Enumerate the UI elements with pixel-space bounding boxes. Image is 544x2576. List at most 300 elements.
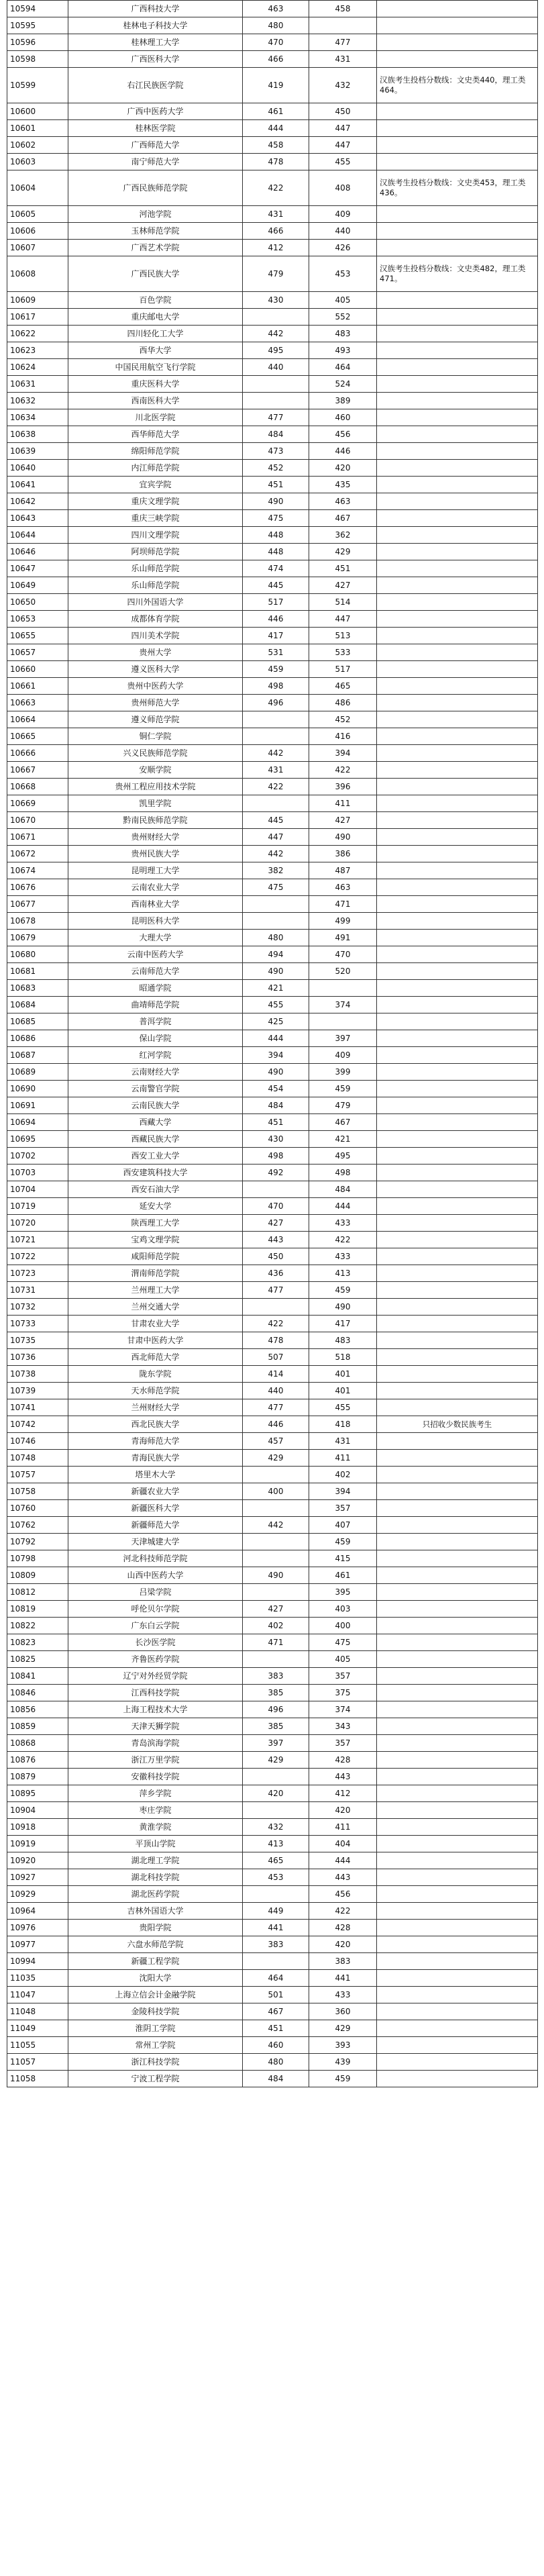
science-score-cell: 495 [309,1148,377,1165]
science-score-cell: 444 [309,1198,377,1215]
school-code-cell: 10672 [7,846,68,862]
school-code-cell: 10638 [7,426,68,443]
school-name-cell: 遵义师范学院 [68,711,243,728]
science-score-cell: 395 [309,1584,377,1601]
remark-cell [377,1601,538,1618]
school-code-cell: 10841 [7,1668,68,1685]
school-code-cell: 10722 [7,1248,68,1265]
liberal-arts-score-cell: 498 [243,678,309,695]
school-name-cell: 中国民用航空飞行学院 [68,359,243,376]
school-code-cell: 10609 [7,292,68,309]
school-code-cell: 10666 [7,745,68,762]
school-code-cell: 10603 [7,154,68,170]
remark-cell [377,1097,538,1114]
science-score-cell: 433 [309,1248,377,1265]
remark-cell [377,1450,538,1467]
table-row [7,1349,538,1366]
science-score-cell: 463 [309,879,377,896]
school-name-cell: 曲靖师范学院 [68,997,243,1013]
school-code-cell: 10674 [7,862,68,879]
science-score-cell: 447 [309,120,377,137]
remark-cell: 汉族考生投档分数线：文史类440，理工类464。 [377,68,538,103]
school-name-cell: 阿坝师范学院 [68,544,243,560]
school-name-cell: 江西科技学院 [68,1685,243,1701]
remark-cell [377,1215,538,1232]
school-code-cell: 10732 [7,1299,68,1316]
remark-cell [377,1567,538,1584]
science-score-cell: 421 [309,1131,377,1148]
science-score-cell: 416 [309,728,377,745]
school-code-cell: 10681 [7,963,68,980]
science-score-cell: 524 [309,376,377,393]
remark-cell [377,1869,538,1886]
school-name-cell: 云南师范大学 [68,963,243,980]
remark-cell [377,1920,538,1936]
table-row [7,1701,538,1718]
table-row [7,1500,538,1517]
school-code-cell: 10719 [7,1198,68,1215]
table-row [7,1517,538,1534]
table-row [7,1332,538,1349]
liberal-arts-score-cell: 465 [243,1852,309,1869]
school-code-cell: 10760 [7,1500,68,1517]
table-row [7,2003,538,2020]
liberal-arts-score-cell [243,1550,309,1567]
science-score-cell: 389 [309,393,377,409]
school-code-cell: 10758 [7,1483,68,1500]
liberal-arts-score-cell: 450 [243,1248,309,1265]
science-score-cell: 552 [309,309,377,326]
science-score-cell: 374 [309,997,377,1013]
remark-cell [377,930,538,946]
school-name-cell: 天津天狮学院 [68,1718,243,1735]
remark-cell [377,1970,538,1987]
school-code-cell: 10644 [7,527,68,544]
science-score-cell: 465 [309,678,377,695]
science-score-cell: 498 [309,1165,377,1181]
liberal-arts-score-cell: 442 [243,745,309,762]
school-name-cell: 南宁师范大学 [68,154,243,170]
remark-cell [377,1181,538,1198]
table-row [7,443,538,460]
table-row [7,711,538,728]
table-row [7,812,538,829]
school-code-cell: 10731 [7,1282,68,1299]
school-code-cell: 10653 [7,611,68,628]
school-code-cell: 11058 [7,2071,68,2087]
school-name-cell: 贵州财经大学 [68,829,243,846]
remark-cell [377,1735,538,1752]
science-score-cell: 484 [309,1181,377,1198]
table-row [7,1936,538,1953]
school-name-cell: 吕梁学院 [68,1584,243,1601]
remark-cell [377,1282,538,1299]
liberal-arts-score-cell: 452 [243,460,309,477]
school-code-cell: 10964 [7,1903,68,1920]
table-row [7,745,538,762]
liberal-arts-score-cell: 477 [243,1399,309,1416]
table-row [7,393,538,409]
liberal-arts-score-cell: 431 [243,762,309,779]
science-score-cell: 431 [309,51,377,68]
school-name-cell: 百色学院 [68,292,243,309]
science-score-cell: 459 [309,1282,377,1299]
liberal-arts-score-cell: 420 [243,1785,309,1802]
school-name-cell: 新疆工程学院 [68,1953,243,1970]
table-row [7,1265,538,1282]
table-row [7,980,538,997]
school-name-cell: 内江师范学院 [68,460,243,477]
table-row [7,862,538,879]
school-code-cell: 10646 [7,544,68,560]
school-name-cell: 湖北理工学院 [68,1852,243,1869]
school-code-cell: 10683 [7,980,68,997]
school-code-cell: 10702 [7,1148,68,1165]
science-score-cell: 396 [309,779,377,795]
school-name-cell: 西藏大学 [68,1114,243,1131]
liberal-arts-score-cell: 471 [243,1634,309,1651]
school-code-cell: 10647 [7,560,68,577]
school-name-cell: 宁波工程学院 [68,2071,243,2087]
school-name-cell: 桂林电子科技大学 [68,17,243,34]
school-code-cell: 10671 [7,829,68,846]
school-name-cell: 云南中医药大学 [68,946,243,963]
science-score-cell: 463 [309,493,377,510]
table-row [7,1852,538,1869]
school-name-cell: 川北医学院 [68,409,243,426]
science-score-cell: 461 [309,1567,377,1584]
school-code-cell: 10598 [7,51,68,68]
school-code-cell: 10739 [7,1383,68,1399]
remark-cell [377,1752,538,1769]
school-code-cell: 10602 [7,137,68,154]
remark-cell [377,120,538,137]
school-name-cell: 呼伦贝尔学院 [68,1601,243,1618]
table-row [7,1232,538,1248]
science-score-cell: 402 [309,1467,377,1483]
school-code-cell: 10685 [7,1013,68,1030]
liberal-arts-score-cell: 446 [243,611,309,628]
table-row [7,594,538,611]
science-score-cell: 415 [309,1550,377,1567]
school-code-cell: 10667 [7,762,68,779]
table-row [7,2020,538,2037]
table-row [7,206,538,223]
table-row [7,1131,538,1148]
remark-cell [377,963,538,980]
science-score-cell: 517 [309,661,377,678]
school-code-cell: 10600 [7,103,68,120]
remark-cell [377,896,538,913]
school-code-cell: 11035 [7,1970,68,1987]
school-code-cell: 10733 [7,1316,68,1332]
science-score-cell: 446 [309,443,377,460]
school-name-cell: 六盘水师范学院 [68,1936,243,1953]
table-row [7,611,538,628]
table-row [7,644,538,661]
science-score-cell: 404 [309,1836,377,1852]
school-name-cell: 铜仁学院 [68,728,243,745]
school-name-cell: 平顶山学院 [68,1836,243,1852]
science-score-cell: 357 [309,1668,377,1685]
school-name-cell: 广西艺术学院 [68,240,243,256]
liberal-arts-score-cell: 412 [243,240,309,256]
science-score-cell: 375 [309,1685,377,1701]
remark-cell [377,510,538,527]
liberal-arts-score-cell [243,1651,309,1668]
school-code-cell: 10639 [7,443,68,460]
liberal-arts-score-cell: 480 [243,17,309,34]
liberal-arts-score-cell: 400 [243,1483,309,1500]
science-score-cell: 452 [309,711,377,728]
science-score-cell: 357 [309,1735,377,1752]
school-name-cell: 青岛滨海学院 [68,1735,243,1752]
school-name-cell: 甘肃中医药大学 [68,1332,243,1349]
table-row [7,103,538,120]
liberal-arts-score-cell [243,376,309,393]
remark-cell [377,795,538,812]
remark-cell [377,223,538,240]
science-score-cell: 400 [309,1618,377,1634]
school-name-cell: 常州工学院 [68,2037,243,2054]
remark-cell [377,51,538,68]
liberal-arts-score-cell [243,1299,309,1316]
science-score-cell: 486 [309,695,377,711]
remark-cell [377,1618,538,1634]
table-row [7,1567,538,1584]
science-score-cell: 418 [309,1416,377,1433]
liberal-arts-score-cell [243,896,309,913]
science-score-cell: 427 [309,812,377,829]
liberal-arts-score-cell: 431 [243,206,309,223]
school-name-cell: 昭通学院 [68,980,243,997]
remark-cell [377,846,538,862]
science-score-cell: 429 [309,544,377,560]
remark-cell [377,1550,538,1567]
liberal-arts-score-cell: 413 [243,1836,309,1852]
school-name-cell: 重庆文理学院 [68,493,243,510]
remark-cell [377,1517,538,1534]
school-code-cell: 10624 [7,359,68,376]
science-score-cell: 422 [309,1903,377,1920]
liberal-arts-score-cell: 414 [243,1366,309,1383]
liberal-arts-score-cell: 473 [243,443,309,460]
table-row [7,240,538,256]
science-score-cell: 393 [309,2037,377,2054]
table-row [7,544,538,560]
liberal-arts-score-cell [243,1584,309,1601]
science-score-cell: 428 [309,1920,377,1936]
table-row [7,1651,538,1668]
table-row [7,779,538,795]
liberal-arts-score-cell: 457 [243,1433,309,1450]
remark-cell [377,661,538,678]
school-code-cell: 10822 [7,1618,68,1634]
school-code-cell: 10594 [7,1,68,17]
remark-cell [377,1114,538,1131]
liberal-arts-score-cell: 383 [243,1668,309,1685]
table-row [7,223,538,240]
science-score-cell: 362 [309,527,377,544]
school-code-cell: 10632 [7,393,68,409]
school-name-cell: 桂林理工大学 [68,34,243,51]
science-score-cell: 483 [309,1332,377,1349]
school-code-cell: 10601 [7,120,68,137]
liberal-arts-score-cell: 432 [243,1819,309,1836]
science-score-cell: 343 [309,1718,377,1735]
science-score-cell: 458 [309,1,377,17]
science-score-cell: 422 [309,1232,377,1248]
table-row [7,342,538,359]
school-name-cell: 辽宁对外经贸学院 [68,1668,243,1685]
remark-cell [377,879,538,896]
remark-cell [377,1131,538,1148]
liberal-arts-score-cell: 470 [243,34,309,51]
remark-cell [377,1081,538,1097]
remark-cell [377,359,538,376]
school-code-cell: 10876 [7,1752,68,1769]
science-score-cell: 443 [309,1869,377,1886]
table-row [7,51,538,68]
liberal-arts-score-cell: 478 [243,1332,309,1349]
school-name-cell: 渭南师范学院 [68,1265,243,1282]
liberal-arts-score-cell [243,1953,309,1970]
table-row [7,1953,538,1970]
table-row [7,1215,538,1232]
school-name-cell: 上海工程技术大学 [68,1701,243,1718]
table-row [7,795,538,812]
school-name-cell: 保山学院 [68,1030,243,1047]
remark-cell [377,1,538,17]
school-name-cell: 凯里学院 [68,795,243,812]
remark-cell [377,1584,538,1601]
remark-cell [377,1433,538,1450]
science-score-cell: 433 [309,1215,377,1232]
table-row [7,493,538,510]
school-code-cell: 10607 [7,240,68,256]
liberal-arts-score-cell: 490 [243,1567,309,1584]
school-name-cell: 天水师范学院 [68,1383,243,1399]
table-row [7,1903,538,1920]
table-row [7,1836,538,1852]
remark-cell [377,527,538,544]
school-name-cell: 云南财经大学 [68,1064,243,1081]
liberal-arts-score-cell: 490 [243,493,309,510]
table-row [7,1886,538,1903]
school-code-cell: 10798 [7,1550,68,1567]
school-code-cell: 10703 [7,1165,68,1181]
liberal-arts-score-cell: 419 [243,68,309,103]
table-row [7,2037,538,2054]
school-name-cell: 四川外国语大学 [68,594,243,611]
liberal-arts-score-cell: 422 [243,779,309,795]
school-code-cell: 10650 [7,594,68,611]
science-score-cell: 513 [309,628,377,644]
school-code-cell: 10605 [7,206,68,223]
science-score-cell: 493 [309,342,377,359]
remark-cell [377,1886,538,1903]
table-row [7,1366,538,1383]
liberal-arts-score-cell [243,1886,309,1903]
science-score-cell: 360 [309,2003,377,2020]
science-score-cell: 413 [309,1265,377,1282]
science-score-cell: 444 [309,1852,377,1869]
remark-cell [377,206,538,223]
table-row [7,137,538,154]
table-row [7,1769,538,1785]
remark-cell [377,240,538,256]
liberal-arts-score-cell: 480 [243,2054,309,2071]
remark-cell [377,997,538,1013]
science-score-cell: 447 [309,611,377,628]
remark-cell [377,17,538,34]
table-row [7,1920,538,1936]
table-row [7,846,538,862]
liberal-arts-score-cell: 442 [243,846,309,862]
liberal-arts-score-cell: 498 [243,1148,309,1165]
liberal-arts-score-cell: 461 [243,103,309,120]
remark-cell [377,1785,538,1802]
liberal-arts-score-cell: 443 [243,1232,309,1248]
school-code-cell: 10735 [7,1332,68,1349]
school-name-cell: 西南林业大学 [68,896,243,913]
school-code-cell: 11049 [7,2020,68,2037]
school-name-cell: 宜宾学院 [68,477,243,493]
school-code-cell: 10661 [7,678,68,695]
table-row [7,426,538,443]
science-score-cell: 386 [309,846,377,862]
remark-cell [377,1802,538,1819]
liberal-arts-score-cell: 451 [243,2020,309,2037]
table-row [7,256,538,292]
school-name-cell: 西安石油大学 [68,1181,243,1198]
remark-cell [377,2071,538,2087]
table-row [7,1785,538,1802]
school-code-cell: 10631 [7,376,68,393]
liberal-arts-score-cell: 484 [243,1097,309,1114]
school-code-cell: 10825 [7,1651,68,1668]
remark-cell [377,779,538,795]
liberal-arts-score-cell: 448 [243,527,309,544]
table-row [7,1668,538,1685]
school-name-cell: 桂林医学院 [68,120,243,137]
school-name-cell: 齐鲁医药学院 [68,1651,243,1668]
school-name-cell: 贵州民族大学 [68,846,243,862]
liberal-arts-score-cell [243,913,309,930]
school-code-cell: 10819 [7,1601,68,1618]
table-row [7,728,538,745]
remark-cell [377,393,538,409]
liberal-arts-score-cell: 382 [243,862,309,879]
liberal-arts-score-cell: 421 [243,980,309,997]
school-name-cell: 淮阴工学院 [68,2020,243,2037]
science-score-cell: 456 [309,1886,377,1903]
remark-cell [377,409,538,426]
school-code-cell: 10606 [7,223,68,240]
science-score-cell: 420 [309,1936,377,1953]
science-score-cell: 397 [309,1030,377,1047]
remark-cell [377,1852,538,1869]
school-code-cell: 10929 [7,1886,68,1903]
remark-cell [377,1651,538,1668]
table-row [7,1013,538,1030]
liberal-arts-score-cell [243,728,309,745]
table-row [7,1097,538,1114]
school-name-cell: 西华师范大学 [68,426,243,443]
liberal-arts-score-cell: 449 [243,1903,309,1920]
liberal-arts-score-cell: 478 [243,154,309,170]
science-score-cell: 443 [309,1769,377,1785]
